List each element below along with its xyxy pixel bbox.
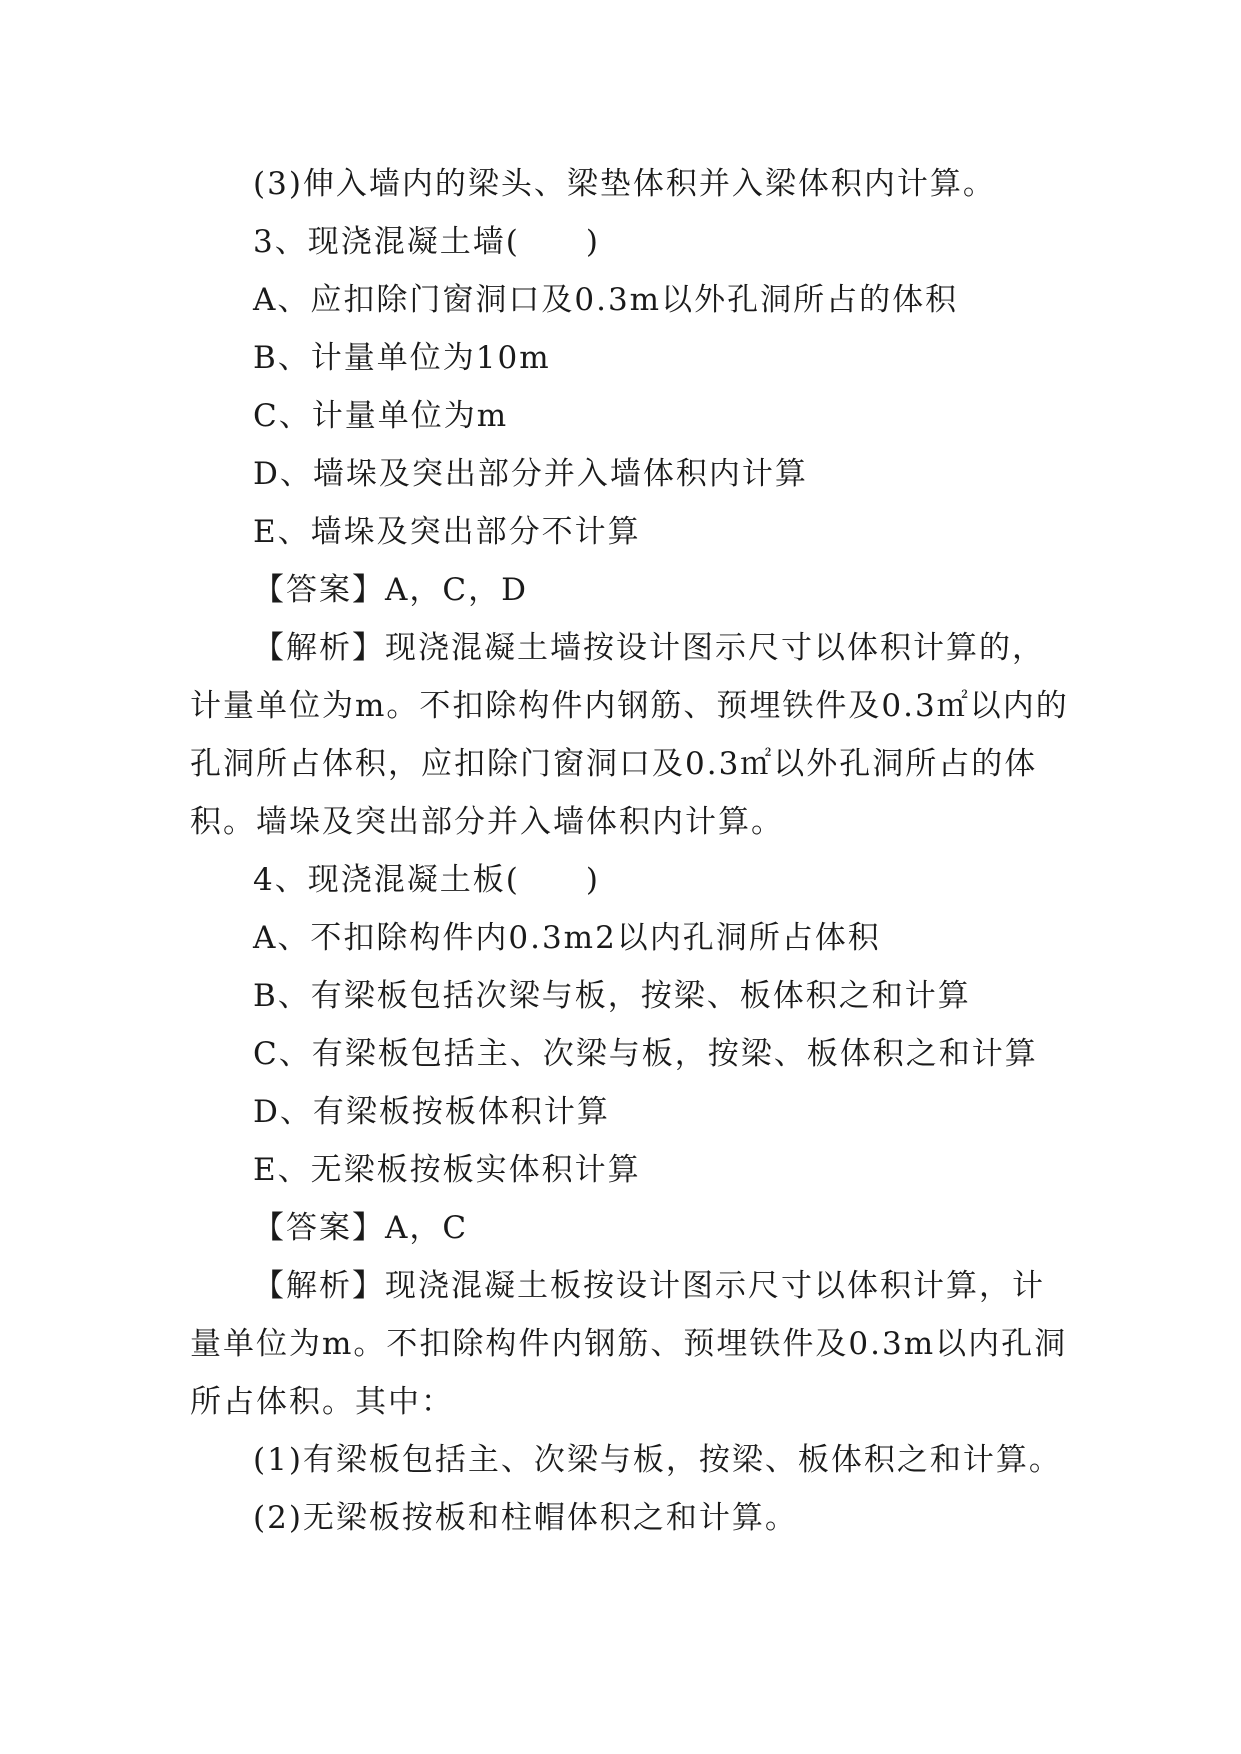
question-4-option-e: E、无梁板按板实体积计算 [253,1152,641,1188]
question-4-explanation-item: (2)无梁板按板和柱帽体积之和计算。 [253,1500,798,1536]
question-3-explanation: 【解析】现浇混凝土墙按设计图示尺寸以体积计算的， [253,630,1045,666]
question-4-option-c: C、有梁板包括主、次梁与板，按梁、板体积之和计算 [253,1036,1038,1072]
question-3-explanation-line: 孔洞所占体积，应扣除门窗洞口及0.3㎡以外孔洞所占的体 [190,746,1038,782]
question-4-explanation-line: 量单位为m。不扣除构件内钢筋、预埋铁件及0.3m以内孔洞 [190,1326,1068,1362]
question-3-stem: 3、现浇混凝土墙( ) [253,224,600,260]
question-3-explanation-line: 计量单位为m。不扣除构件内钢筋、预埋铁件及0.3㎡以内的 [190,688,1069,724]
question-3-option-b: B、计量单位为10m [253,340,551,376]
question-3-explanation-line: 积。墙垛及突出部分并入墙体积内计算。 [190,804,784,840]
question-4-explanation: 【解析】现浇混凝土板按设计图示尺寸以体积计算，计 [253,1268,1045,1304]
question-4-explanation-item: (1)有梁板包括主、次梁与板，按梁、板体积之和计算。 [253,1442,1062,1478]
question-4-option-b: B、有梁板包括次梁与板，按梁、板体积之和计算 [253,978,971,1014]
question-3-option-a: A、应扣除门窗洞口及0.3m以外孔洞所占的体积 [253,282,959,318]
question-4-answer: 【答案】A，C [253,1210,469,1246]
question-4-explanation-line: 所占体积。其中： [190,1384,454,1420]
question-4-option-a: A、不扣除构件内0.3m2以内孔洞所占体积 [253,920,881,956]
question-3-option-e: E、墙垛及突出部分不计算 [253,514,641,550]
question-3-option-d: D、墙垛及突出部分并入墙体积内计算 [253,456,808,492]
text-line: (3)伸入墙内的梁头、梁垫体积并入梁体积内计算。 [253,166,996,202]
question-4-option-d: D、有梁板按板体积计算 [253,1094,610,1130]
question-3-option-c: C、计量单位为m [253,398,509,434]
question-3-answer: 【答案】A，C，D [253,572,528,608]
question-4-stem: 4、现浇混凝土板( ) [253,862,600,898]
